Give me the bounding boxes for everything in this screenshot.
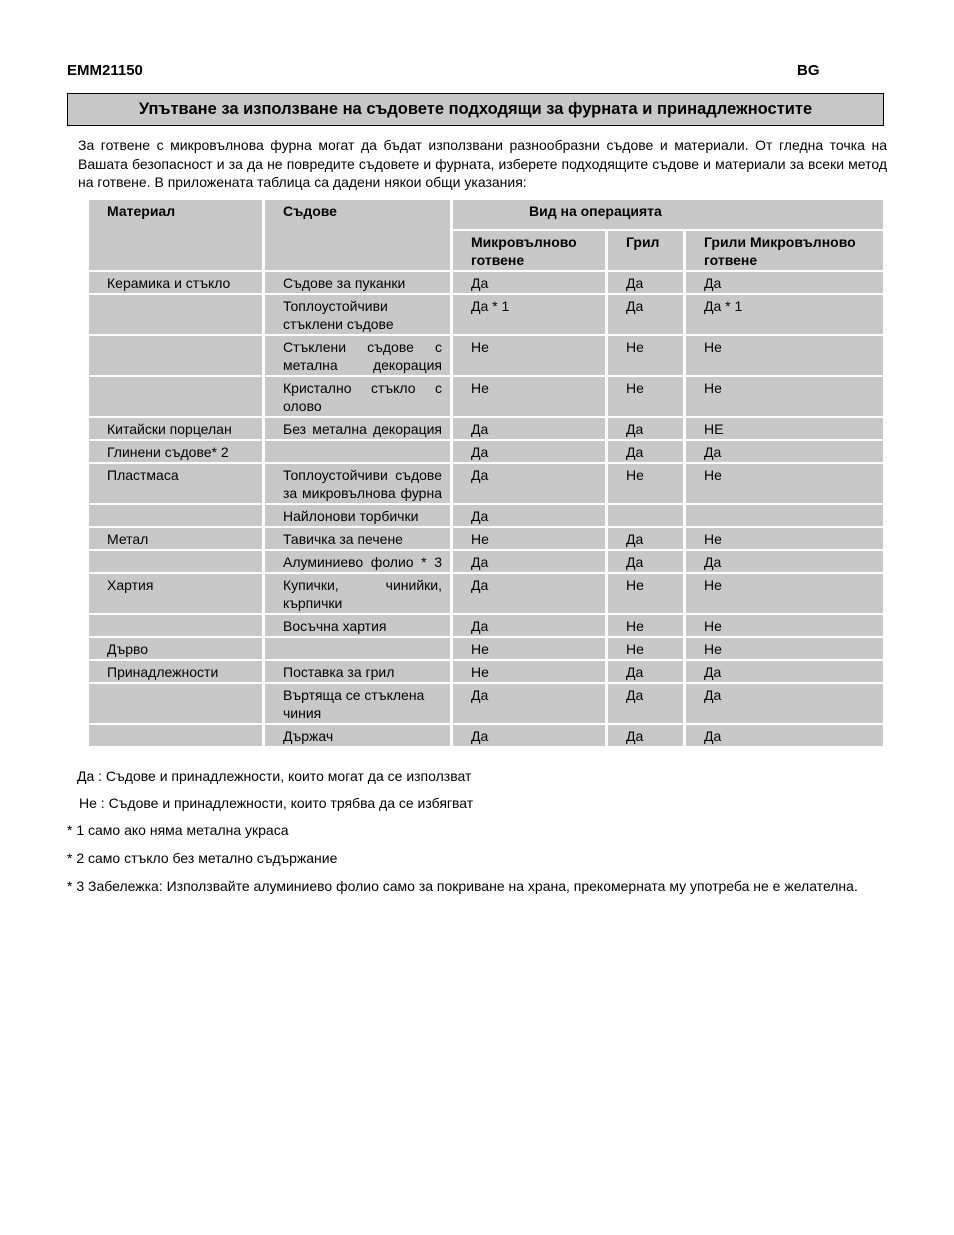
material-cell (89, 684, 265, 725)
dish-cell (265, 441, 453, 464)
grill-cell: Не (608, 638, 686, 661)
grill-microwave-cell: Не (686, 615, 883, 638)
language-code: BG (797, 62, 820, 79)
grill-cell: Да (608, 441, 686, 464)
footnote-2: * 2 само стъкло без метално съдържание (67, 850, 338, 866)
material-cell (89, 377, 265, 418)
table-row (89, 377, 883, 418)
grill-microwave-cell (686, 505, 883, 528)
grill-cell: Да (608, 295, 686, 336)
grill-cell: Не (608, 336, 686, 377)
material-cell: Дърво (89, 638, 265, 661)
table-row (89, 528, 883, 551)
table-row (89, 336, 883, 377)
header-grill-microwave: Грили Микровълново готвене (686, 231, 883, 272)
dish-cell: Тавичка за печене (265, 528, 453, 551)
material-cell: Принадлежности (89, 661, 265, 684)
grill-microwave-cell: Да (686, 725, 883, 748)
grill-cell: Да (608, 551, 686, 574)
material-cell (89, 615, 265, 638)
grill-microwave-cell: Да (686, 272, 883, 295)
microwave-cell: Да (453, 551, 608, 574)
section-title (67, 93, 884, 126)
material-cell (89, 336, 265, 377)
header-dishes: Съдове (265, 200, 453, 272)
header-operation: Вид на операцията (453, 200, 883, 231)
microwave-cell: Да (453, 272, 608, 295)
grill-microwave-cell: Не (686, 336, 883, 377)
dish-cell: Восъчна хартия (265, 615, 453, 638)
table-row (89, 441, 883, 464)
dish-cell: Въртяща се стъклена чиния (265, 684, 453, 725)
grill-cell: Да (608, 418, 686, 441)
grill-microwave-cell: Не (686, 528, 883, 551)
grill-microwave-cell: Да (686, 441, 883, 464)
dish-cell: Топлоустойчиви съдове за микровълнова фурна (265, 464, 453, 505)
grill-cell: Не (608, 464, 686, 505)
material-cell: Керамика и стъкло (89, 272, 265, 295)
dish-cell (265, 638, 453, 661)
material-cell: Китайски порцелан (89, 418, 265, 441)
model-number: EMM21150 (67, 62, 143, 79)
footnote-3: * 3 Забележка: Използвайте алуминиево фолио само за покриване на храна, прекомерната му употреба не е желателна. (67, 878, 858, 894)
grill-cell: Да (608, 272, 686, 295)
dish-cell: Държач (265, 725, 453, 748)
microwave-cell: Да * 1 (453, 295, 608, 336)
table-row (89, 272, 883, 295)
table-row (89, 551, 883, 574)
microwave-cell: Да (453, 441, 608, 464)
grill-cell: Да (608, 661, 686, 684)
grill-microwave-cell: НЕ (686, 418, 883, 441)
grill-cell: Да (608, 528, 686, 551)
material-cell: Пластмаса (89, 464, 265, 505)
microwave-cell: Да (453, 418, 608, 441)
microwave-cell: Не (453, 528, 608, 551)
grill-microwave-cell: Не (686, 377, 883, 418)
table-row (89, 295, 883, 336)
grill-cell: Да (608, 684, 686, 725)
material-cell: Глинени съдове* 2 (89, 441, 265, 464)
header-microwave: Микровълново готвене (453, 231, 608, 272)
dish-cell: Без метална декорация (265, 418, 453, 441)
table-row (89, 725, 883, 748)
dish-cell: Стъклени съдове с метална декорация (265, 336, 453, 377)
grill-microwave-cell: Да (686, 684, 883, 725)
table-row (89, 418, 883, 441)
header-material: Материал (89, 200, 265, 272)
microwave-cell: Не (453, 377, 608, 418)
grill-microwave-cell: Да (686, 551, 883, 574)
grill-cell: Не (608, 377, 686, 418)
microwave-cell: Да (453, 464, 608, 505)
table-row (89, 661, 883, 684)
grill-microwave-cell: Да * 1 (686, 295, 883, 336)
dish-cell: Топлоустойчиви стъклени съдове (265, 295, 453, 336)
microwave-cell: Да (453, 725, 608, 748)
material-cell: Метал (89, 528, 265, 551)
dish-cell: Съдове за пуканки (265, 272, 453, 295)
table-row (89, 615, 883, 638)
table-row (89, 638, 883, 661)
legend-yes: Да : Съдове и принадлежности, които могат да се използват (77, 768, 472, 784)
dish-cell: Кристално стъкло с олово (265, 377, 453, 418)
table-row (89, 505, 883, 528)
table-row (89, 464, 883, 505)
microwave-cell: Да (453, 615, 608, 638)
section-title-text: Упътване за използване на съдовете подходящи за фурната и принадлежностите (138, 100, 813, 118)
material-cell (89, 505, 265, 528)
dish-cell: Поставка за грил (265, 661, 453, 684)
grill-cell (608, 505, 686, 528)
microwave-cell: Не (453, 336, 608, 377)
material-cell (89, 725, 265, 748)
cookware-table (89, 200, 883, 748)
table-header-row (89, 200, 883, 231)
microwave-cell: Не (453, 661, 608, 684)
table-row (89, 684, 883, 725)
grill-microwave-cell: Не (686, 638, 883, 661)
legend-no: Не : Съдове и принадлежности, които трябва да се избягват (79, 795, 474, 811)
dish-cell: Купички, чинийки, кърпички (265, 574, 453, 615)
grill-cell: Не (608, 574, 686, 615)
grill-cell: Не (608, 615, 686, 638)
microwave-cell: Не (453, 638, 608, 661)
header-grill: Грил (608, 231, 686, 272)
grill-cell: Да (608, 725, 686, 748)
grill-microwave-cell: Не (686, 574, 883, 615)
material-cell (89, 295, 265, 336)
dish-cell: Найлонови торбички (265, 505, 453, 528)
footnote-1: * 1 само ако няма метална украса (67, 822, 289, 838)
dish-cell: Алуминиево фолио * 3 (265, 551, 453, 574)
microwave-cell: Да (453, 684, 608, 725)
grill-microwave-cell: Да (686, 661, 883, 684)
grill-microwave-cell: Не (686, 464, 883, 505)
microwave-cell: Да (453, 505, 608, 528)
material-cell: Хартия (89, 574, 265, 615)
material-cell (89, 551, 265, 574)
intro-paragraph: За готвене с микровълнова фурна могат да бъдат използвани разнообразни съдове и материали. От гледна точка на Вашата безопасност и за да не повредите съдовете и фурната, изберете подходящите съдове и материали за всеки метод на готвене. В приложената таблица са дадени някои общи указания: (78, 137, 887, 190)
microwave-cell: Да (453, 574, 608, 615)
table-row (89, 574, 883, 615)
